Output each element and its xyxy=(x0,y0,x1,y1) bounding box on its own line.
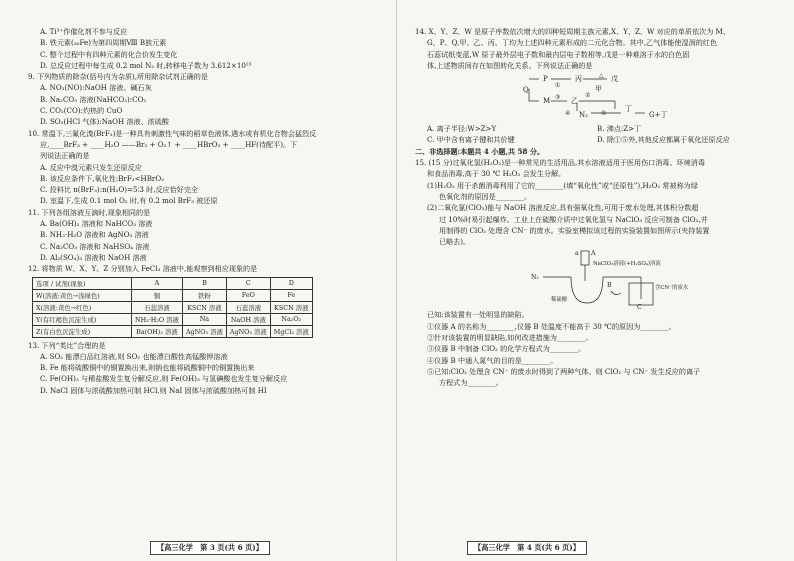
condition-heat: △ xyxy=(599,72,604,80)
question-13-block xyxy=(28,340,389,396)
text-line: A. Ti³⁺作催化剂不参与反应 xyxy=(40,27,128,36)
label-N2: N₂ xyxy=(531,274,539,282)
node-G: G+丁 xyxy=(649,111,668,120)
text-line: 和食品消毒,高于 30 ℃ H₂O₂ 会发生分解。 xyxy=(427,169,566,179)
text-line: D. 室温下,生成 0.1 mol O₂ 时,有 0.2 mol BrF₃ 被还原 xyxy=(40,196,218,206)
text-line: A. Ba(OH)₂ 溶液和 NaHCO₃ 溶液 xyxy=(40,219,153,229)
table-header-cell: C xyxy=(226,277,270,289)
question-14-block xyxy=(415,26,776,71)
node-Q: Q xyxy=(523,86,529,95)
text-line: B. NH₃·H₂O 溶液和 AgNO₃ 溶液 xyxy=(40,230,149,240)
node-ding: 丁 xyxy=(625,105,632,114)
table-cell: NH₃·H₂O 溶液 xyxy=(132,313,183,325)
text-line: D. Al₂(SO₄)₃ 溶液和 NaOH 溶液 xyxy=(40,252,147,262)
text-line xyxy=(415,123,776,134)
text-line: ③仪器 B 中制备 ClO₂ 的化学方程式为________。 xyxy=(427,344,586,354)
text-line: C. Na₂CO₃ 溶液和 NaHSO₄ 溶液 xyxy=(40,241,150,251)
table-cell: 石蕊溶液 xyxy=(132,301,183,313)
text-line: 用制得的 ClO₂ 处理含 CN⁻ 的废水。实验室模拟该过程的实验装置如图所示(夹持装置 xyxy=(439,225,710,235)
table-cell: NaOH 溶液 xyxy=(226,313,270,325)
reaction-5: ⑤ xyxy=(601,110,607,118)
table-row xyxy=(33,301,313,313)
table-cell: W(溶液:黄色→浅绿色) xyxy=(33,289,132,301)
page-footer-right: 【高三化学 第 4 页(共 6 页)】 xyxy=(467,541,587,555)
question-14-options xyxy=(415,123,776,146)
option-left: A. 离子半径:W>Z>Y xyxy=(427,124,497,134)
text-line: B. Fe 能将硫酸铜中的铜置换出来,则钠也能将硫酸铜中的铜置换出来 xyxy=(40,363,255,373)
table-cell: Na₂O₂ xyxy=(270,313,312,325)
text-line: ④仪器 B 中通入氮气的目的是________。 xyxy=(427,355,558,365)
text-line: 14. X、Y、Z、W 是原子序数依次增大的四种短周期主族元素,X、Y、Z、W 对应的单质依次为 M、 xyxy=(415,27,730,36)
table-cell: AgNO₃ 溶液 xyxy=(182,325,226,337)
table-cell: Z(有白色沉淀生成) xyxy=(33,325,132,337)
table-header-row xyxy=(33,277,313,289)
text-line: C. CO₂(CO):灼热的 CuO xyxy=(40,106,123,116)
reaction-1: ① xyxy=(555,82,561,90)
node-P: P xyxy=(543,75,548,84)
label-C: C xyxy=(637,304,642,310)
table-row xyxy=(33,325,313,337)
table-header-cell: D xyxy=(270,277,312,289)
text-line: 15. (15 分)过氧化氢(H₂O₂)是一种常见的生活用品,其水溶液适用于医用伤口消毒、环境消毒 xyxy=(415,158,705,168)
text-line: 方程式为________。 xyxy=(439,378,503,388)
flask-B xyxy=(571,277,603,303)
text-line: B. 该反应条件下,氧化性:BrF₃<HBrO₃ xyxy=(40,173,164,183)
table-cell: KSCN 溶液 xyxy=(182,301,226,313)
label-A: A xyxy=(591,250,596,258)
label-a: a xyxy=(575,250,579,258)
node-bing: 丙 xyxy=(575,75,582,84)
text-line: 10. 常温下,三氟化溴(BrF₃)是一种具有刺激性气味的稻草色液体,遇水或有机化合物会猛烈反 xyxy=(28,128,317,138)
text-line: B. 铁元素(₂₆Fe)为第四周期Ⅷ B族元素 xyxy=(40,38,167,48)
table-cell: X(溶液:黄色→红色) xyxy=(33,301,132,313)
label-cn-waste: 含CN⁻的废水 xyxy=(655,285,689,292)
text-line: C. Fe(OH)₃ 与稀盐酸发生复分解反应,则 Fe(OH)₃ 与氢碘酸也发生复分解反应 xyxy=(40,374,288,384)
reaction-3: ③ xyxy=(555,94,561,102)
node-wu: 戊 xyxy=(611,75,618,84)
node-N2: N₂ xyxy=(579,111,588,120)
text-line xyxy=(415,134,776,145)
section-heading: 二、非选择题:本题共 4 小题,共 58 分。 xyxy=(415,146,545,156)
table-cell: FeO xyxy=(226,289,270,301)
text-line: D. SO₂(HCl 气体):NaOH 溶液、浓硫酸 xyxy=(40,117,169,127)
text-line: 已略去)。 xyxy=(439,237,471,247)
text-line: ②针对该装置的明显缺陷,如何改进措施为________。 xyxy=(427,333,593,343)
table-cell: Fe xyxy=(270,289,312,301)
table-cell: KSCN 溶液 xyxy=(270,301,312,313)
text-line: 9. 下列物质的除杂(括号内为杂质),所用除杂试剂正确的是 xyxy=(28,72,208,82)
table-cell: 铜 xyxy=(132,289,183,301)
table-cell: Ba(OH)₂ 溶液 xyxy=(132,325,183,337)
table-cell: MgCl₂ 溶液 xyxy=(270,325,312,337)
text-line: (2)二氧化氯(ClO₂)能与 NaOH 溶液反应,具有强氧化性,可用于废水处理,其体积分数超 xyxy=(427,203,699,213)
text-line: D. NaCl 固体与浓硫酸加热可制 HCl,则 NaI 固体与浓硫酸加热可制 HI xyxy=(40,385,267,395)
text-line: 12. 将物质 W、X、Y、Z 分别加入 FeCl₃ 溶液中,能观察到相应现象的是 xyxy=(28,264,258,274)
reaction-2: ② xyxy=(585,92,591,100)
node-M: M xyxy=(543,97,551,106)
question-block-left xyxy=(28,26,389,275)
table-cell: 铁粉 xyxy=(182,289,226,301)
text-line: 应,____BrF₃ + ____H₂O ——Br₂ + O₂↑ + ____HBrO₃ + ____HF(待配平)。下 xyxy=(40,139,298,149)
option-right: D. 除①⑤外,其他反应都属于氧化还原反应 xyxy=(597,135,730,145)
water-bath xyxy=(611,291,621,295)
text-line: 列说法正确的是 xyxy=(40,151,90,161)
text-line: 石蕊试纸变蓝,W 原子最外层电子数和最内层电子数相等,戊是一种难溶于水的白色固 xyxy=(427,49,690,59)
table-header-cell: B xyxy=(182,277,226,289)
text-line: D. 总反应过程中每生成 0.2 mol N₂ 时,转移电子数为 3.612×10²³ xyxy=(40,60,252,70)
funnel-A xyxy=(581,251,589,265)
question-14-diagram xyxy=(415,71,775,123)
page-footer-left: 【高三化学 第 3 页(共 6 页)】 xyxy=(150,541,270,555)
table-cell: AgNO₃ 溶液 xyxy=(226,325,270,337)
table-cell: Y(有红褐色沉淀生成) xyxy=(33,313,132,325)
table-header-cell: A xyxy=(132,277,183,289)
apparatus-diagram xyxy=(415,247,775,309)
text-line: ①仪器 A 的名称为________,仪器 B 处温度不能高于 30 ℃的原因为________。 xyxy=(427,321,676,331)
text-line: A. 反应中溴元素只发生还原反应 xyxy=(40,162,142,172)
text-line: C. 投料比 n(BrF₃):n(H₂O)=5∶3 时,反应恰好完全 xyxy=(40,185,199,195)
text-line: A. SO₂ 能漂白品红溶液,则 SO₂ 也能漂白酸性高锰酸钾溶液 xyxy=(40,351,228,361)
table-row xyxy=(33,289,313,301)
table-cell: 石蕊溶液 xyxy=(226,301,270,313)
text-line: 11. 下列各组溶液互滴时,现象相同的是 xyxy=(28,207,151,217)
node-yi: 乙 xyxy=(571,97,578,106)
question-12-table xyxy=(32,277,313,338)
text-line: ⑤已知:ClO₂ 处理含 CN⁻ 的废水时得到了两种气体。则 ClO₂ 与 CN⁻ 发生反应的离子 xyxy=(427,366,701,376)
node-jia: 甲 xyxy=(595,85,602,94)
text-line: 13. 下列“类比”合理的是 xyxy=(28,340,106,350)
text-line: (1)H₂O₂ 用于杀菌消毒利用了它的________(填“氧化性”或“还原性”),H₂O₂ 常被称为绿 xyxy=(427,180,698,190)
label-B: B xyxy=(607,282,612,290)
text-line: G、P、Q,甲、乙、丙、丁均为上述四种元素形成的二元化合物。其中,乙气体能使湿润的红色 xyxy=(427,38,717,48)
text-line: 体,上述物质间存在如图转化关系。下列说法正确的是 xyxy=(427,60,593,70)
text-line: 色氧化剂的原因是________。 xyxy=(439,191,532,201)
question-15-subquestions xyxy=(415,309,776,388)
label-dilute-acid: 稀硫酸 xyxy=(551,297,568,304)
table-row xyxy=(33,313,313,325)
text-line: 已知:该装置有一处明显的缺陷。 xyxy=(427,310,529,320)
text-line: 过 10%时易引起爆炸。工业上在硫酸介质中过氧化氢与 NaClO₃ 反应可制备 ClO₂,并 xyxy=(439,214,708,224)
question-15-intro xyxy=(415,157,776,247)
text-line: C. 整个过程中有四种元素的化合价发生变化 xyxy=(40,49,178,59)
text-line: A. NO₂(NO):NaOH 溶液、碱石灰 xyxy=(40,83,152,93)
reaction-4: ④ xyxy=(565,110,571,118)
table-header-cell: 选项 / 试剂(现象) xyxy=(33,277,132,289)
table-cell: Na xyxy=(182,313,226,325)
option-right: B. 沸点:Z>丁 xyxy=(597,124,642,134)
page-4 xyxy=(397,0,794,561)
option-left: C. 甲中含有离子键和共价键 xyxy=(427,135,515,145)
text-line: B. Na₂CO₃ 溶液(NaHCO₃):CO₂ xyxy=(40,94,147,104)
label-naclo3: NaClO₃溶液(+H₂SO₄)溶液 xyxy=(593,261,661,268)
